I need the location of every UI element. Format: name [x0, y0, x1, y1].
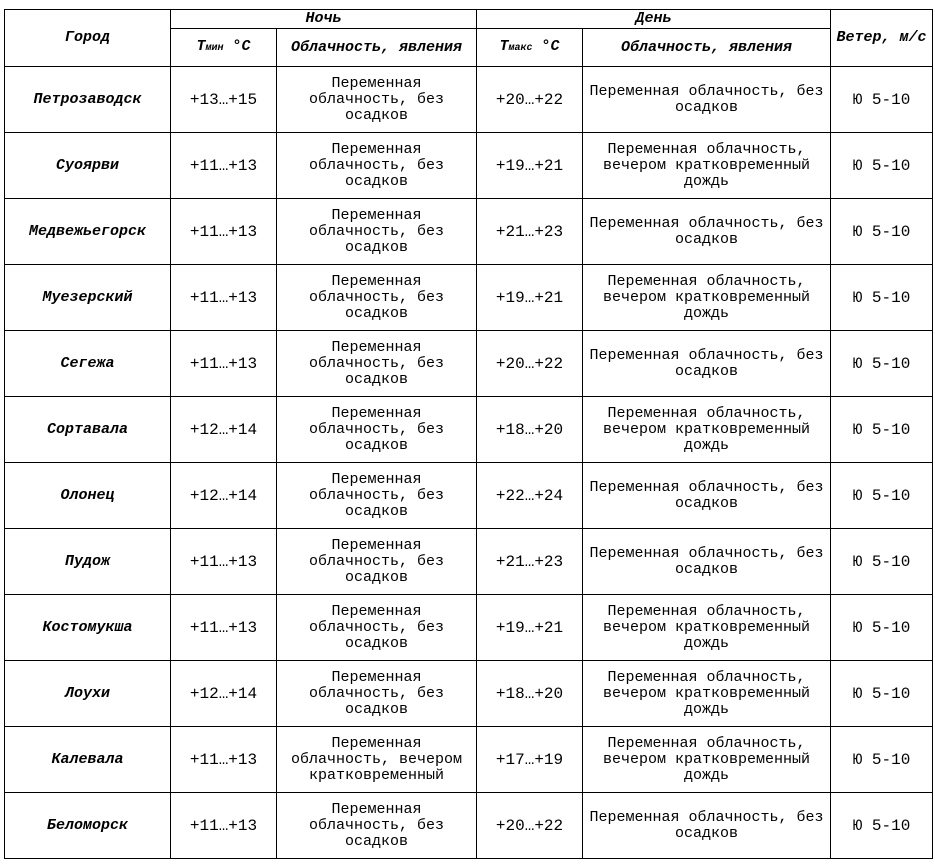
tmin-value: +11…+13: [171, 133, 277, 199]
t-min-subscript: мин: [205, 42, 224, 54]
wind-value: Ю 5-10: [831, 265, 933, 331]
city-name: Муезерский: [5, 265, 171, 331]
tmin-value: +12…+14: [171, 463, 277, 529]
table-row: [5, 529, 933, 595]
tmin-value: +11…+13: [171, 265, 277, 331]
deg-unit: °C: [232, 37, 251, 55]
tmax-value: +19…+21: [477, 595, 583, 661]
tmin-value: +12…+14: [171, 661, 277, 727]
night-description: Переменная облачность, без осадков: [277, 67, 477, 133]
day-description: Переменная облачность, вечером кратковременный дождь: [583, 397, 831, 463]
t-max-subscript: макс: [508, 42, 533, 54]
night-description: Переменная облачность, без осадков: [277, 661, 477, 727]
wind-value: Ю 5-10: [831, 463, 933, 529]
table-row: [5, 397, 933, 463]
day-description: Переменная облачность, без осадков: [583, 199, 831, 265]
tmax-value: +22…+24: [477, 463, 583, 529]
table-row: [5, 331, 933, 397]
table-row: [5, 463, 933, 529]
header-city: Город: [5, 10, 171, 67]
tmax-value: +17…+19: [477, 727, 583, 793]
header-day: День: [477, 10, 831, 29]
day-description: Переменная облачность, вечером кратковременный дождь: [583, 133, 831, 199]
wind-value: Ю 5-10: [831, 397, 933, 463]
city-name: Пудож: [5, 529, 171, 595]
night-description: Переменная облачность, без осадков: [277, 595, 477, 661]
tmin-value: +11…+13: [171, 199, 277, 265]
tmax-value: +21…+23: [477, 199, 583, 265]
tmax-value: +18…+20: [477, 661, 583, 727]
day-description: Переменная облачность, без осадков: [583, 331, 831, 397]
wind-value: Ю 5-10: [831, 529, 933, 595]
city-name: Олонец: [5, 463, 171, 529]
city-name: Сортавала: [5, 397, 171, 463]
header-wind: Ветер, м/с: [831, 10, 933, 67]
header-cloud-day: Облачность, явления: [583, 29, 831, 67]
tmax-value: +20…+22: [477, 331, 583, 397]
day-description: Переменная облачность, без осадков: [583, 793, 831, 859]
tmin-value: +11…+13: [171, 595, 277, 661]
table-row: [5, 595, 933, 661]
wind-value: Ю 5-10: [831, 793, 933, 859]
forecast-table: [4, 9, 933, 859]
table-row: [5, 793, 933, 859]
city-name: Петрозаводск: [5, 67, 171, 133]
tmin-value: +12…+14: [171, 397, 277, 463]
city-name: Костомукша: [5, 595, 171, 661]
city-name: Беломорск: [5, 793, 171, 859]
tmax-value: +19…+21: [477, 265, 583, 331]
tmax-value: +21…+23: [477, 529, 583, 595]
tmin-value: +11…+13: [171, 793, 277, 859]
wind-value: Ю 5-10: [831, 331, 933, 397]
wind-value: Ю 5-10: [831, 661, 933, 727]
city-name: Медвежьегорск: [5, 199, 171, 265]
table-row: [5, 727, 933, 793]
night-description: Переменная облачность, без осадков: [277, 397, 477, 463]
t-symbol: T: [499, 37, 509, 55]
day-description: Переменная облачность, без осадков: [583, 463, 831, 529]
tmax-value: +19…+21: [477, 133, 583, 199]
table-row: [5, 67, 933, 133]
city-name: Сегежа: [5, 331, 171, 397]
header-night: Ночь: [171, 10, 477, 29]
header-tmin: [171, 29, 277, 67]
table-row: [5, 133, 933, 199]
tmax-value: +18…+20: [477, 397, 583, 463]
wind-value: Ю 5-10: [831, 133, 933, 199]
table-row: [5, 265, 933, 331]
tmin-value: +11…+13: [171, 727, 277, 793]
table-row: [5, 661, 933, 727]
header-row-top: [5, 10, 933, 29]
night-description: Переменная облачность, вечером кратковременный: [277, 727, 477, 793]
city-name: Суоярви: [5, 133, 171, 199]
day-description: Переменная облачность, без осадков: [583, 67, 831, 133]
header-cloud-night: Облачность, явления: [277, 29, 477, 67]
wind-value: Ю 5-10: [831, 595, 933, 661]
night-description: Переменная облачность, без осадков: [277, 331, 477, 397]
table-row: [5, 199, 933, 265]
wind-value: Ю 5-10: [831, 727, 933, 793]
header-tmax: [477, 29, 583, 67]
night-description: Переменная облачность, без осадков: [277, 265, 477, 331]
night-description: Переменная облачность, без осадков: [277, 463, 477, 529]
tmax-value: +20…+22: [477, 67, 583, 133]
tmin-value: +11…+13: [171, 529, 277, 595]
day-description: Переменная облачность, вечером кратковременный дождь: [583, 595, 831, 661]
t-symbol: T: [196, 37, 206, 55]
wind-value: Ю 5-10: [831, 67, 933, 133]
day-description: Переменная облачность, вечером кратковременный дождь: [583, 265, 831, 331]
day-description: Переменная облачность, без осадков: [583, 529, 831, 595]
tmax-value: +20…+22: [477, 793, 583, 859]
city-name: Лоухи: [5, 661, 171, 727]
forecast-table-wrapper: [4, 9, 932, 859]
night-description: Переменная облачность, без осадков: [277, 793, 477, 859]
city-name: Калевала: [5, 727, 171, 793]
night-description: Переменная облачность, без осадков: [277, 199, 477, 265]
tmin-value: +11…+13: [171, 331, 277, 397]
deg-unit: °C: [541, 37, 560, 55]
wind-value: Ю 5-10: [831, 199, 933, 265]
tmin-value: +13…+15: [171, 67, 277, 133]
day-description: Переменная облачность, вечером кратковременный дождь: [583, 727, 831, 793]
night-description: Переменная облачность, без осадков: [277, 529, 477, 595]
night-description: Переменная облачность, без осадков: [277, 133, 477, 199]
day-description: Переменная облачность, вечером кратковременный дождь: [583, 661, 831, 727]
